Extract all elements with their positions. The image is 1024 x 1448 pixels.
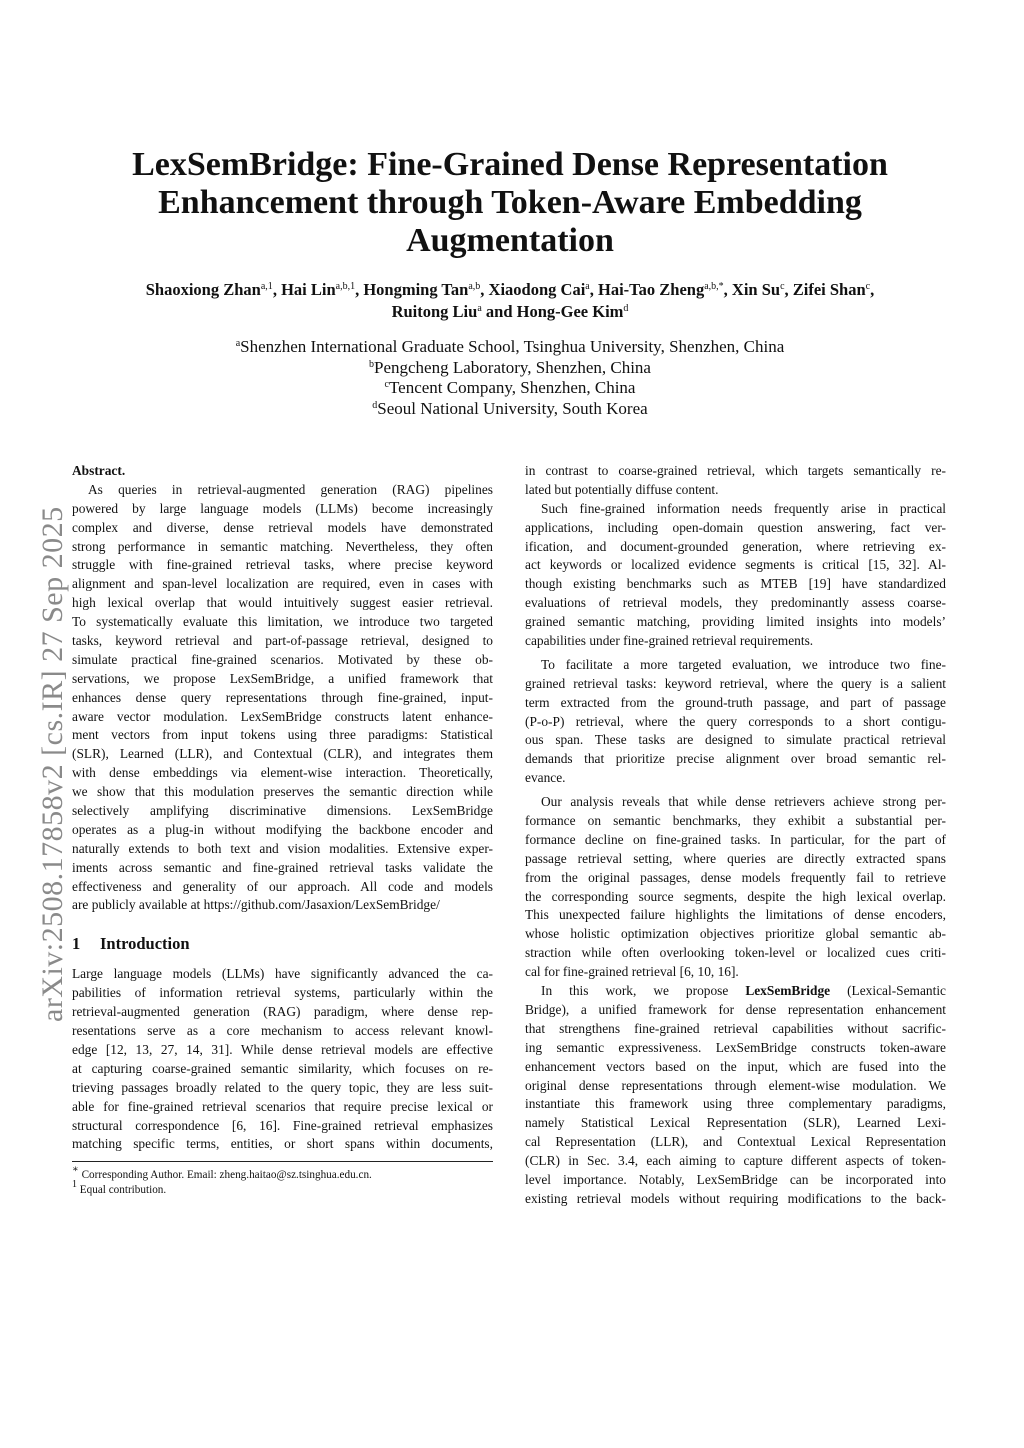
footnote-divider xyxy=(72,1161,493,1162)
body-line: original dense representations through element-wise modulation. We xyxy=(525,1077,946,1093)
right-column xyxy=(525,462,946,1209)
author-sep: , xyxy=(272,280,282,299)
body-line: cal Representation (LLR), and Contextual Lexical Representation xyxy=(525,1134,946,1150)
body-line: This unexpected failure highlights the limitations of dense encoders, xyxy=(525,907,946,923)
author-affil-sup: c xyxy=(865,281,871,292)
section-title: Introduction xyxy=(100,934,190,954)
author-sep: , xyxy=(723,280,732,299)
body-line: evaluations of retrieval models, they predominantly assess coarse- xyxy=(525,595,946,611)
affiliation-text: Seoul National University, South Korea xyxy=(377,398,648,418)
affiliation-sup: d xyxy=(372,399,378,411)
body-line: lated but potentially diffuse content. xyxy=(525,481,719,497)
body-text: In this work, we propose xyxy=(541,983,746,999)
intro-line: at capturing coarse-grained semantic similarity, which focuses on re- xyxy=(72,1060,493,1076)
abstract-line: As queries in retrieval-augmented generation (RAG) pipelines xyxy=(88,481,493,497)
body-line: instantiate this framework using three complementary paradigms, xyxy=(525,1096,946,1112)
affiliation-sup: a xyxy=(235,338,241,349)
footnote xyxy=(72,1179,493,1198)
author-affil-sup: c xyxy=(780,281,785,292)
author-name: Hai Lin xyxy=(281,280,336,299)
body-line: ification, and document-grounded generation, where retrieving ex- xyxy=(525,538,946,554)
arxiv-identifier-stamp: arXiv:2508.17858v2 [cs.IR] 27 Sep 2025 xyxy=(36,506,69,1022)
body-line: Our analysis reveals that while dense retrievers achieve strong per- xyxy=(541,794,946,810)
affiliation xyxy=(60,358,960,379)
affiliation-text: Tencent Company, Shenzhen, China xyxy=(388,378,636,397)
intro-line: matching specific terms, entities, or short spans within documents, xyxy=(72,1136,493,1152)
footnote xyxy=(72,1164,493,1183)
abstract-line: complex and diverse, dense retrieval models have demonstrated xyxy=(72,519,493,535)
paragraph xyxy=(525,462,946,500)
author-affil-sup: a,b,1 xyxy=(335,281,356,292)
left-column xyxy=(72,462,493,1198)
paragraph xyxy=(525,982,946,1209)
abstract-line: To systematically evaluate this limitation, we introduce two targeted xyxy=(72,614,493,630)
body-line: enhancement vectors based on the input, which are fused into the xyxy=(525,1058,946,1074)
intro-line: Large language models (LLMs) have significantly advanced the ca- xyxy=(72,966,493,982)
abstract-body xyxy=(72,481,493,915)
intro-line: structural correspondence [6, 16]. Fine-grained retrieval emphasizes xyxy=(72,1117,493,1133)
footnote-text: Equal contribution. xyxy=(79,1184,167,1197)
footnote-mark: 1 xyxy=(72,1179,77,1191)
affiliation-sup: c xyxy=(384,379,389,390)
abstract-line: aware vector modulation. LexSemBridge constructs latent enhance- xyxy=(72,708,493,724)
affiliation xyxy=(60,399,960,420)
section-heading-introduction xyxy=(72,935,493,957)
abstract-line: alignment and span-level localization are required, even in cases with xyxy=(72,576,493,592)
affiliation xyxy=(60,378,960,399)
body-line: formance on semantic benchmarks, they exhibit a substantial per- xyxy=(525,813,946,829)
body-line: from the original passages, dense models frequently fail to retrieve xyxy=(525,869,946,885)
abstract-line: (SLR), Learned (LLR), and Contextual (CLR), and integrates them xyxy=(72,746,493,762)
affiliation-text: Pengcheng Laboratory, Shenzhen, China xyxy=(374,357,651,377)
abstract-heading: Abstract. xyxy=(72,463,126,478)
body-line: grained semantic matching, providing limited insights into models’ xyxy=(525,614,946,630)
author-name: Zifei Shan xyxy=(792,280,866,299)
author-name: Hongming Tan xyxy=(363,280,469,299)
footnotes xyxy=(72,1164,493,1198)
author-sep: , xyxy=(355,280,364,299)
body-line: level importance. Notably, LexSemBridge can be incorporated into xyxy=(525,1171,946,1187)
affiliation-text: Shenzhen International Graduate School, Tsinghua University, Shenzhen, China xyxy=(240,337,785,356)
abstract-line: iments across semantic and fine-grained retrieval tasks validate the xyxy=(72,859,493,875)
body-line: the corresponding source segments, despite the high lexical overlap. xyxy=(525,888,946,904)
abstract-line: high lexical overlap that would intuitively suggest easier retrieval. xyxy=(72,595,493,611)
framework-name: LexSemBridge xyxy=(745,983,831,999)
paper-title xyxy=(60,146,960,260)
abstract-line: selectively amplifying discriminative dimensions. LexSemBridge xyxy=(72,803,493,819)
title-line: Augmentation xyxy=(406,222,614,259)
abstract-line: powered by large language models (LLMs) become increasingly xyxy=(72,500,493,516)
abstract-line: are publicly available at https://github.com/Jasaxion/LexSemBridge/ xyxy=(72,897,440,913)
author-name: Hai-Tao Zheng xyxy=(597,280,705,299)
author-sep: and xyxy=(481,302,517,321)
author-affil-sup: a xyxy=(477,303,482,314)
abstract-line: ment vectors from input tokens using three paradigms: Statistical xyxy=(72,727,493,743)
author-name: Xiaodong Cai xyxy=(488,280,586,299)
body-line: passage retrieval setting, where queries are directly extracted spans xyxy=(525,850,946,866)
body-line: though existing benchmarks such as MTEB [19] have standardized xyxy=(525,576,946,592)
author-name: Xin Su xyxy=(731,280,781,299)
body-line: grained retrieval tasks: keyword retrieval, where the query is a salient xyxy=(525,675,946,691)
author-list xyxy=(60,279,960,323)
abstract-line: operates as a plug-in without modifying the backbone encoder and xyxy=(72,821,493,837)
author-line-1 xyxy=(60,279,960,301)
abstract-line: with dense embeddings via element-wise interaction. Theoretically, xyxy=(72,765,493,781)
author-sep: , xyxy=(589,280,598,299)
abstract-line: we show that this modulation preserves the semantic direction while xyxy=(72,784,493,800)
abstract-line: simulate practical fine-grained scenarios. Motivated by these ob- xyxy=(72,651,493,667)
body-line: To facilitate a more targeted evaluation, we introduce two fine- xyxy=(541,656,946,672)
author-sep: , xyxy=(870,280,875,299)
author-sep: , xyxy=(784,280,793,299)
author-affil-sup: a xyxy=(585,281,590,292)
body-line: straction while often overlooking token-level or localized cues criti- xyxy=(525,945,946,961)
body-line: capabilities under fine-grained retrieval requirements. xyxy=(525,633,814,649)
intro-line: trieving passages broadly related to the query topic, they are less suit- xyxy=(72,1079,493,1095)
body-line: demands that prioritize precise alignment over broad semantic rel- xyxy=(525,751,946,767)
footnote-mark: ∗ xyxy=(72,1164,79,1176)
author-affil-sup: a,b,* xyxy=(704,281,724,292)
body-line: namely Statistical Lexical Representation (SLR), Learned Lexi- xyxy=(525,1115,946,1131)
footnote-text: Corresponding Author. Email: zheng.haitao@sz.tsinghua.edu.cn. xyxy=(81,1169,372,1182)
title-line: Enhancement through Token-Aware Embedding xyxy=(158,184,862,221)
author-name: Ruitong Liu xyxy=(391,302,478,321)
body-line: in contrast to coarse-grained retrieval, which targets semantically re- xyxy=(525,463,946,478)
body-line: formance decline on fine-grained tasks. In particular, for the part of xyxy=(525,831,946,847)
abstract-line: strong performance in semantic matching. Nevertheless, they often xyxy=(72,538,493,554)
intro-line: resentations serve as a core mechanism to access relevant knowl- xyxy=(72,1023,493,1039)
intro-line: edge [12, 13, 27, 14, 31]. While dense retrieval models are effective xyxy=(72,1041,493,1057)
author-affil-sup: a,b xyxy=(468,281,481,292)
body-line: (CLR) in Sec. 3.4, each aiming to capture different aspects of token- xyxy=(525,1153,946,1169)
body-line: Such fine-grained information needs frequently arise in practical xyxy=(541,500,946,516)
body-line: cal for fine-grained retrieval [6, 10, 16]. xyxy=(525,964,739,980)
intro-line: able for fine-grained retrieval scenarios that require precise lexical or xyxy=(72,1098,493,1114)
section-number: 1 xyxy=(72,934,81,954)
affiliation-list xyxy=(60,337,960,419)
introduction-body xyxy=(72,965,493,1154)
author-name: Hong-Gee Kim xyxy=(516,302,624,321)
body-line: Bridge), a unified framework for dense representation enhancement xyxy=(525,1001,946,1017)
abstract-line: servations, we propose LexSemBridge, a unified framework that xyxy=(72,670,493,686)
author-name: Shaoxiong Zhan xyxy=(145,280,261,299)
title-line: LexSemBridge: Fine-Grained Dense Representation xyxy=(132,146,888,183)
body-text: (Lexical-Semantic xyxy=(830,983,946,999)
affiliation-sup: b xyxy=(369,358,375,370)
abstract-line: effectiveness and generality of our approach. All code and models xyxy=(72,878,493,894)
body-line: ous span. These tasks are designed to simulate practical retrieval xyxy=(525,732,946,748)
intro-line: retrieval-augmented generation (RAG) paradigm, where dense rep- xyxy=(72,1004,493,1020)
paragraph xyxy=(525,656,946,788)
body-line: term extracted from the ground-truth passage, and part of passage xyxy=(525,694,946,710)
body-line: applications, including open-domain question answering, fact ver- xyxy=(525,519,946,535)
author-affil-sup: d xyxy=(623,303,629,314)
body-line: whose holistic optimization objectives prioritize global semantic ab- xyxy=(525,926,946,942)
body-line xyxy=(525,982,946,1001)
author-sep: , xyxy=(480,280,489,299)
abstract-line: enhances dense query representations through fine-grained, input- xyxy=(72,689,493,705)
body-line: existing retrieval models without requiring modifications to the back- xyxy=(525,1190,946,1206)
body-line: act keywords or localized evidence segments is critical [15, 32]. Al- xyxy=(525,557,946,573)
body-line: that strengthens fine-grained retrieval capabilities without sacrific- xyxy=(525,1020,946,1036)
author-affil-sup: a,1 xyxy=(260,281,273,292)
paragraph xyxy=(525,500,946,651)
body-line: ing semantic expressiveness. LexSemBridge constructs token-aware xyxy=(525,1039,946,1055)
abstract-line: struggle with fine-grained retrieval tasks, where precise keyword xyxy=(72,557,493,573)
intro-line: pabilities of information retrieval systems, particularly within the xyxy=(72,985,493,1001)
body-line: evance. xyxy=(525,770,566,786)
abstract-line: naturally extends to both text and vision modalities. Extensive exper- xyxy=(72,840,493,856)
affiliation xyxy=(60,337,960,358)
body-line: (P-o-P) retrieval, where the query corresponds to a short contigu- xyxy=(525,713,946,729)
author-line-2 xyxy=(60,301,960,323)
abstract-line: tasks, keyword retrieval and part-of-passage retrieval, designed to xyxy=(72,633,493,649)
paragraph xyxy=(525,793,946,982)
